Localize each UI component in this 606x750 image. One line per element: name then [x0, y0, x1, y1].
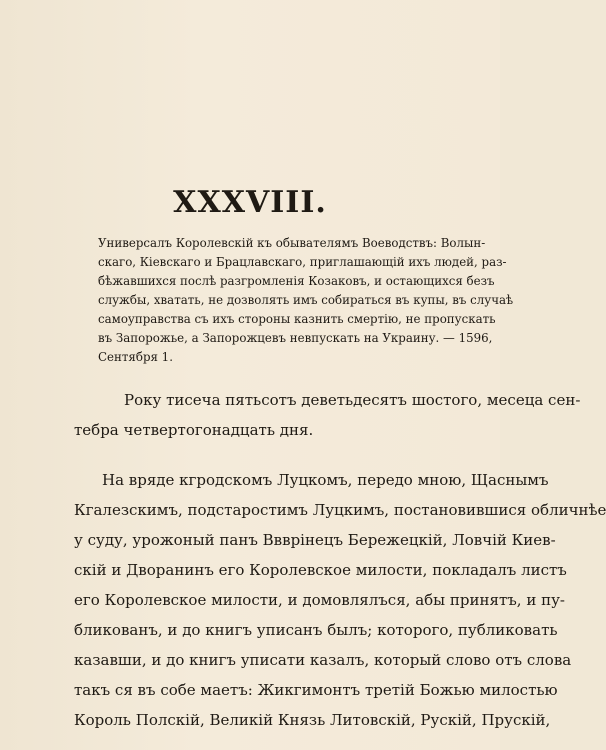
body-line: такъ ся въ собе маетъ: Жикгимонтъ третій Божью милостью — [74, 681, 558, 699]
document-summary — [98, 234, 514, 367]
body-line: у суду, урожоный панъ Ввврінецъ Бережецкій, Ловчій Киев- — [74, 531, 556, 549]
summary-line: бѣжавшихся послѣ разгромленія Козаковъ, и остающихся безъ — [98, 274, 495, 288]
body-line: Кгалезскимъ, подстаростимъ Луцкимъ, постановившися обличнѣе — [74, 501, 606, 519]
body-line: казавши, и до книгъ уписати казалъ, который слово отъ слова — [74, 651, 572, 669]
summary-line: самоуправства съ ихъ стороны казнить смертію, не пропускать — [98, 312, 496, 326]
dateline-line: Року тисеча пятьсотъ деветьдесятъ шостого, месеца сен- — [124, 391, 581, 409]
dateline-paragraph — [74, 385, 581, 445]
body-line: скій и Дворанинъ его Королевское милости, покладалъ листъ — [74, 561, 567, 579]
summary-line: службы, хватать, не дозволять имъ собираться въ купы, въ случаѣ — [98, 293, 514, 307]
summary-line: въ Запорожье, а Запорожцевъ невпускать на Украину. — 1596, — [98, 331, 493, 345]
summary-line: Сентября 1. — [98, 350, 173, 364]
dateline-line: тебра четвертогонадцать дня. — [74, 421, 314, 439]
body-paragraph — [74, 465, 606, 735]
summary-line: Универсалъ Королевскій къ обывателямъ Воеводствъ: Волын- — [98, 236, 486, 250]
body-line: Король Полскій, Великій Князь Литовскій, Рускій, Прускій, — [74, 711, 551, 729]
body-line: его Королевское милости, и домовлялъся, абы принятъ, и пу- — [74, 591, 565, 609]
body-line: бликованъ, и до книгъ уписанъ былъ; которого, публиковать — [74, 621, 558, 639]
chapter-title: XXXVIII. — [173, 185, 327, 221]
summary-line: скаго, Кіевскаго и Брацлавскаго, приглашающій ихъ людей, раз- — [98, 255, 507, 269]
body-line: На вряде кгродскомъ Луцкомъ, передо мною, Щаснымъ — [102, 471, 549, 489]
